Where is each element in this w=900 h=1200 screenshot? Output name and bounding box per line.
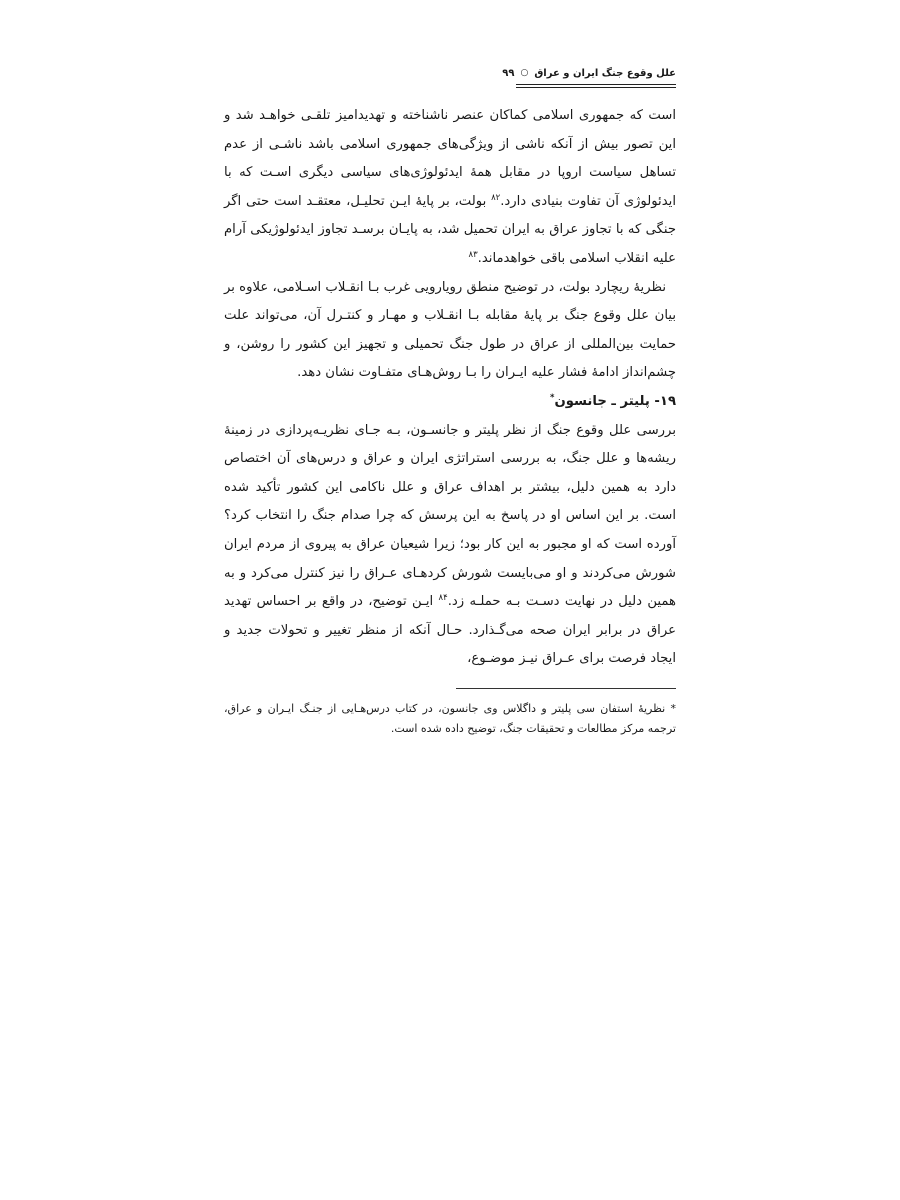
paragraph-1	[224, 102, 676, 274]
paragraph-3-text-b: ایـن توضیح، در واقع بر احساس تهدید عراق در برابر ایران صحه می‌گـذارد. حـال آنکه از منظر تغییر و تحولات جدید و ایجاد فرصت برای عـراق نیـز موضـوع،	[224, 594, 676, 667]
endnote-ref-83[interactable]: ۸۳	[468, 249, 478, 260]
paragraph-3-text-a: بررسی علل وقوع جنگ از نظر پلیتر و جانسـون، بـه جـای نظریـه‌پردازی در زمینهٔ ریشه‌ها و علل جنگ، به بررسی استراتژی ایران و عراق و درس‌های آن اختصاص دارد به همین دلیل، بیشتر بر اهداف عراق و علل ناکامی این کشور تأکید شده است. بر این اساس او در پاسخ به این پرسش که چرا صدام جنگ را انتخاب کرد؟ آورده است که او مجبور به این کار بود؛ زیرا شیعیان عراق به پیروی از مردم ایران شورش می‌کردند و او می‌بایست شورش کردهـای عـراق را نیز کنترل می‌کرد و به همین دلیل در نهایت دسـت بـه حملـه زد.	[224, 422, 676, 610]
paragraph-3	[224, 417, 676, 674]
body-text	[224, 102, 676, 674]
header-rule-top	[516, 84, 676, 85]
running-head	[224, 62, 676, 84]
separator-circle-icon: ○	[520, 68, 529, 78]
endnote-ref-84[interactable]: ۸۴	[438, 593, 448, 604]
header-rule-bottom	[516, 87, 676, 88]
book-page	[224, 62, 676, 740]
paragraph-2: نظریهٔ ریچارد بولت، در توضیح منطق رویارویی غرب بـا انقـلاب اسـلامی، علاوه بر بیان علل وقوع جنگ بر پایهٔ مقابله بـا انقـلاب و مهـار و کنتـرل آن، می‌تواند علت حمایت بین‌المللی از عراق در طول جنگ تحمیلی و تجهیز این کشور را روشن، و چشم‌انداز ادامهٔ فشار علیه ایـران را بـا روش‌هـای متفـاوت نشان دهد.	[224, 279, 676, 381]
footnote-mark[interactable]: *	[550, 392, 555, 403]
section-heading-text: ۱۹- پلیتر ـ جانسون	[554, 393, 676, 409]
endnote-ref-82[interactable]: ۸۲	[491, 192, 501, 203]
page-number: ۹۹	[502, 67, 515, 79]
section-heading	[224, 388, 676, 417]
running-title: علل وقوع جنگ ایران و عراق	[534, 67, 676, 79]
paragraph-1-text-b: بولت، بر پایهٔ ایـن تحلیـل، معتقـد است حتی اگر جنگی که با تجاوز عراق به ایران تحمیل شد، به پایـان برسـد تجاوز ایدئولوژیکی آرام علیه انقلاب اسلامی باقی خواهدماند.	[224, 193, 676, 266]
footnote-rule	[456, 688, 676, 689]
paragraph-1-text-a: است که جمهوری اسلامی کماکان عنصر ناشناخته و تهدیدامیز تلقـی خواهـد شد و این تصور بیش از آنکه ناشی از ویژگی‌های جمهوری اسلامی باشد ناشـی از عدم تساهل سیاست اروپا در مقابل همهٔ ایدئولوژی‌های سیاسی دیگری اسـت که با ایدئولوژی آن تفاوت بنیادی دارد.	[224, 108, 676, 209]
footnote: * نظریهٔ استفان سی پلیتر و داگلاس وی جانسون، در کتاب درس‌هـایی از جنـگ ایـران و عراق، ترجمه مرکز مطالعات و تحقیقات جنگ، توضیح داده شده است.	[224, 701, 676, 736]
